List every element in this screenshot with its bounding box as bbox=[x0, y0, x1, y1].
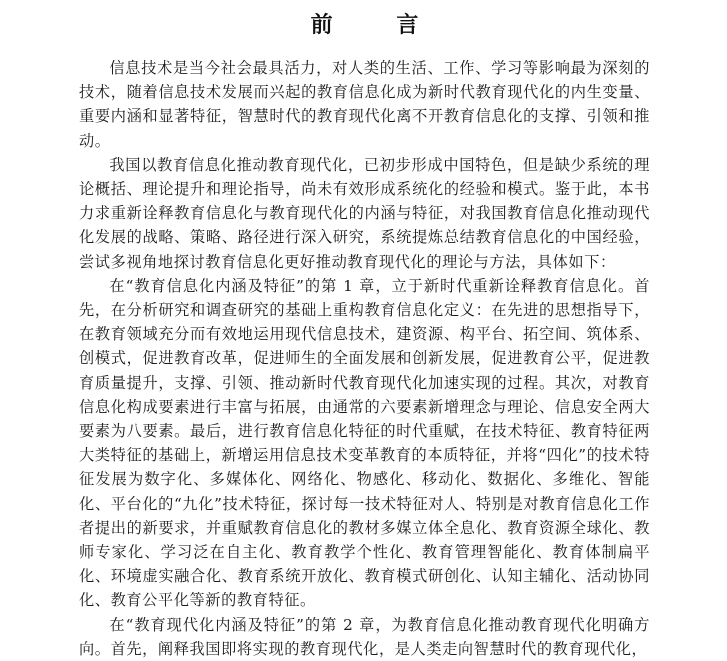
paragraph-2: 我国以教育信息化推动教育现代化，已初步形成中国特色，但是缺少系统的理论概括、理论提升和理论指导，尚未有效形成系统化的经验和模式。鉴于此，本书力求重新诠释教育信息化与教育现代化的内涵与特征，对我国教育信息化推动现代化发展的战略、策略、路径进行深入研究，系统提炼总结教育信息化的中国经验，尝试多视角地探讨教育信息化更好推动教育现代化的理论与方法，具体如下： bbox=[79, 155, 650, 271]
paragraph-3: 在“教育信息化内涵及特征”的第 1 章，立于新时代重新诠释教育信息化。首先，在分析研究和调查研究的基础上重构教育信息化定义：在先进的思想指导下，在教育领域充分而有效地运用现代信息技术，建资源、构平台、拓空间、筑体系、创模式，促进教育改革，促进师生的全面发展和创新发展，促进教育公平，促进教育质量提升，支撑、引领、推动新时代教育现代化加速实现的过程。其次，对教育信息化构成要素进行丰富与拓展，由通常的六要素新增理念与理论、信息安全两大要素为八要素。最后，进行教育信息化特征的时代重赋，在技术特征、教育特征两大类特征的基础上，新增运用信息技术变革教育的本质特征，并将“四化”的技术特征发展为数字化、多媒体化、网络化、物感化、移动化、数据化、多维化、智能化、平台化的“九化”技术特征，探讨每一技术特征对人、特别是对教育信息化工作者提出的新要求，并重赋教育信息化的教材多媒立体全息化、教育资源全球化、教师专家化、学习泛在自主化、教育教学个性化、教育管理智能化、教育体制扁平化、环境虚实融合化、教育系统开放化、教育模式研创化、认知主辅化、活动协同化、教育公平化等新的教育特征。 bbox=[79, 276, 650, 610]
document-page bbox=[79, 0, 650, 661]
page-title: 前 言 bbox=[310, 13, 447, 38]
paragraph-4: 在“教育现代化内涵及特征”的第 2 章，为教育信息化推动教育现代化明确方向。首先，阐释我国即将实现的教育现代化，是人类走向智慧时代的教育现代化， bbox=[79, 615, 650, 658]
paragraph-1: 信息技术是当今社会最具活力，对人类的生活、工作、学习等影响最为深刻的技术，随着信息技术发展而兴起的教育信息化成为新时代教育现代化的内生变量、重要内涵和显著特征，智慧时代的教育现代化离不开教育信息化的支撑、引领和推动。 bbox=[79, 59, 650, 150]
document-body bbox=[79, 56, 650, 661]
